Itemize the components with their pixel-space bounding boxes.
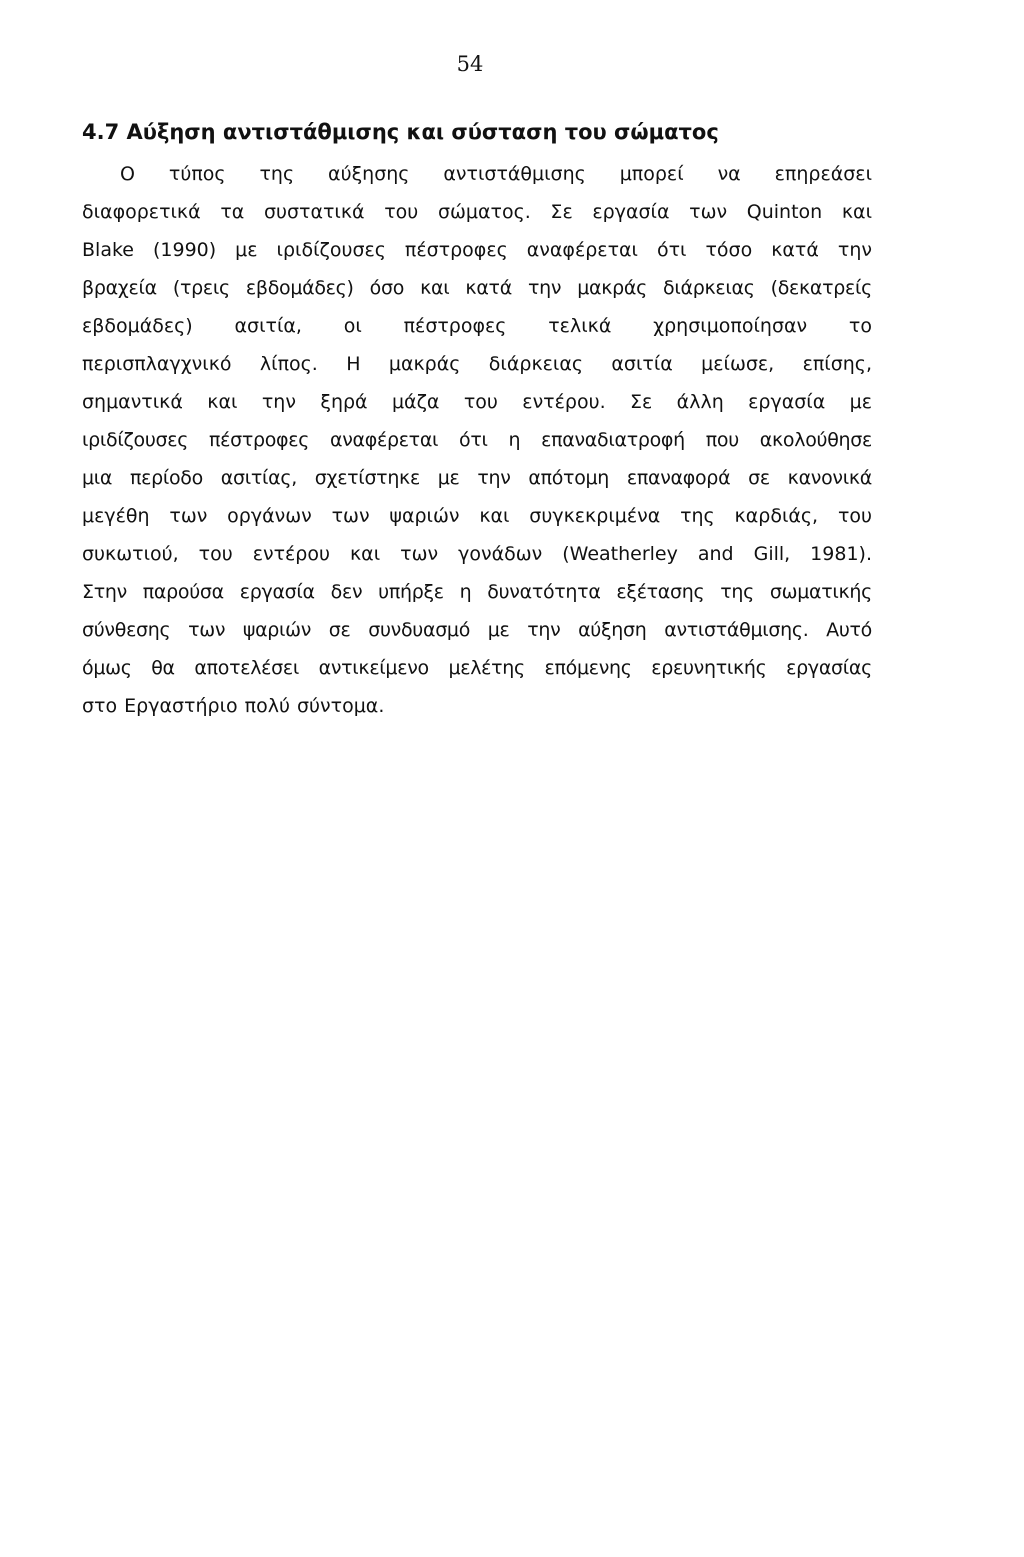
section-heading: 4.7 Αύξηση αντιστάθμισης και σύσταση του σώματος [82, 120, 719, 144]
paragraph-line: Blake (1990) με ιριδίζουσες πέστροφες αναφέρεται ότι τόσο κατά την [82, 239, 872, 261]
paragraph-line: Ο τύπος της αύξησης αντιστάθμισης μπορεί να επηρεάσει [120, 163, 872, 185]
page-number: 54 [456, 52, 484, 76]
paragraph-line: όμως θα αποτελέσει αντικείμενο μελέτης επόμενης ερευνητικής εργασίας [82, 657, 872, 679]
paragraph-line: διαφορετικά τα συστατικά του σώματος. Σε εργασία των Quinton και [82, 201, 872, 223]
paragraph-line: στο Εργαστήριο πολύ σύντομα. [82, 695, 385, 717]
paragraph-line: σύνθεσης των ψαριών σε συνδυασμό με την αύξηση αντιστάθμισης. Αυτό [82, 619, 872, 641]
body-paragraph [82, 155, 872, 725]
paragraph-line: συκωτιού, του εντέρου και των γονάδων (Weatherley and Gill, 1981). [82, 543, 872, 565]
paragraph-line: περισπλαγχνικό λίπος. Η μακράς διάρκειας ασιτία μείωσε, επίσης, [82, 353, 872, 375]
paragraph-line: σημαντικά και την ξηρά μάζα του εντέρου. Σε άλλη εργασία με [82, 391, 872, 413]
paragraph-line: μια περίοδο ασιτίας, σχετίστηκε με την απότομη επαναφορά σε κανονικά [82, 467, 872, 489]
paragraph-line: Στην παρούσα εργασία δεν υπήρξε η δυνατότητα εξέτασης της σωματικής [82, 581, 872, 603]
paragraph-line: εβδομάδες) ασιτία, οι πέστροφες τελικά χρησιμοποίησαν το [82, 315, 872, 337]
paragraph-line: βραχεία (τρεις εβδομάδες) όσο και κατά την μακράς διάρκειας (δεκατρείς [82, 277, 872, 299]
paragraph-line: ιριδίζουσες πέστροφες αναφέρεται ότι η επαναδιατροφή που ακολούθησε [82, 429, 872, 451]
paragraph-line: μεγέθη των οργάνων των ψαριών και συγκεκριμένα της καρδιάς, του [82, 505, 872, 527]
